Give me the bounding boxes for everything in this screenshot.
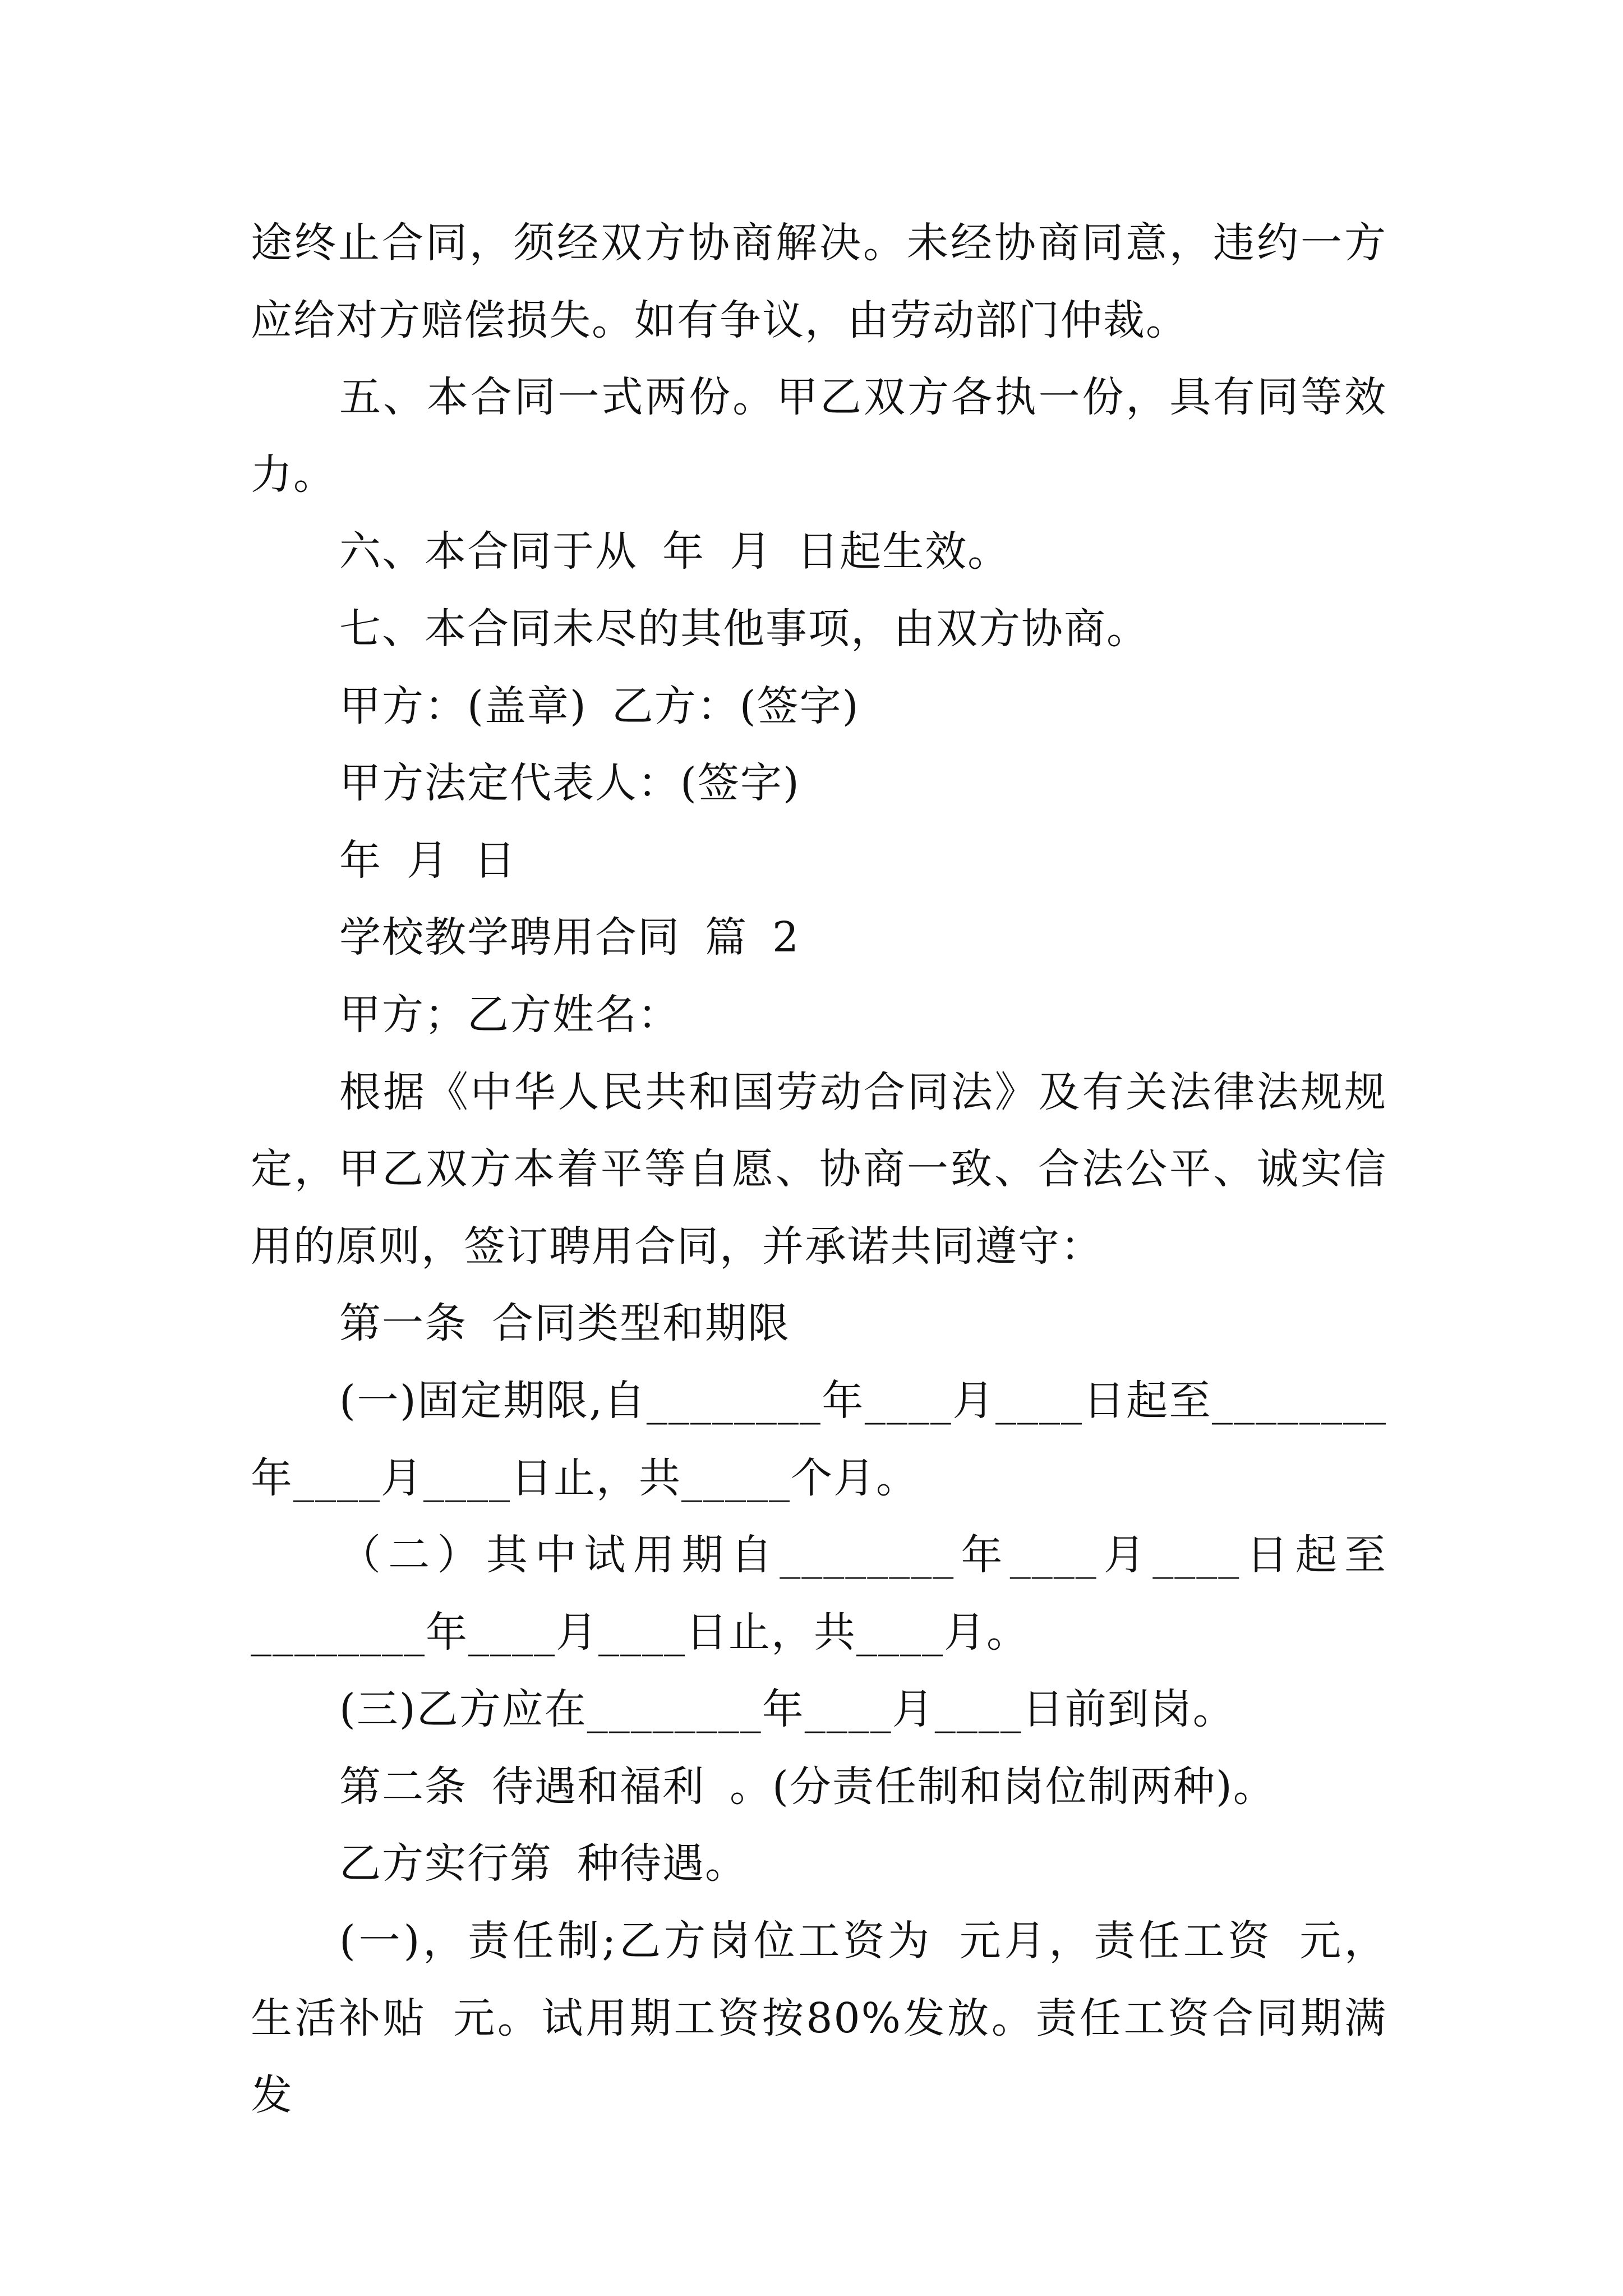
paragraph-preamble (251, 1054, 1387, 1286)
text-line: 年 月 日 (339, 836, 517, 885)
text-line: 应给对方赔偿损失。如有争议，由劳动部门仲裁。 (251, 296, 1188, 344)
text-line: （二）其中试用期自________年____月____日起至 (339, 1531, 1387, 1580)
paragraph-termination-clause (251, 205, 1387, 359)
text-line: 甲方：(盖章) 乙方：(签字) (339, 682, 860, 730)
paragraph-effective-date (251, 513, 1387, 591)
text-line: 甲方；乙方姓名： (339, 990, 680, 1039)
section-title (251, 899, 1387, 977)
legal-representative-line (251, 745, 1387, 822)
clause-report-date (251, 1671, 1387, 1749)
paragraph-other-matters (251, 591, 1387, 668)
document-body (251, 205, 1387, 2120)
text-line: 第二条 待遇和福利 。(分责任制和岗位制两种)。 (339, 1762, 1276, 1811)
text-line: (一)，责任制;乙方岗位工资为 元月，责任工资 元， (339, 1917, 1387, 1966)
paragraph-copies-clause (251, 359, 1387, 513)
clause-probation-period (251, 1517, 1387, 1671)
date-line (251, 822, 1387, 900)
text-line: 七、本合同未尽的其他事项，由双方协商。 (339, 604, 1149, 653)
text-line: 学校教学聘用合同 篇 2 (339, 913, 800, 962)
text-line: 用的原则，签订聘用合同，并承诺共同遵守： (251, 1222, 1103, 1271)
text-line: 年____月____日止，共_____个月。 (251, 1453, 919, 1502)
text-line: 生活补贴 元。试用期工资按80%发放。责任工资合同期满发 (251, 1994, 1387, 2120)
text-line: ________年____月____日止，共____月。 (251, 1608, 1029, 1657)
parties-line (251, 977, 1387, 1054)
text-line: 途终止合同，须经双方协商解决。未经协商同意，违约一方 (251, 219, 1387, 267)
clause-responsibility-system (251, 1903, 1387, 2120)
text-line: (三)乙方应在________年____月____日前到岗。 (339, 1685, 1235, 1734)
text-line: 定，甲乙双方本着平等自愿、协商一致、合法公平、诚实信 (251, 1145, 1387, 1194)
text-line: 甲方法定代表人：(签字) (339, 759, 800, 808)
treatment-type-line (251, 1825, 1387, 1903)
article-1-heading (251, 1285, 1387, 1363)
text-line: 力。 (251, 450, 336, 499)
text-line: 六、本合同于从 年 月 日起生效。 (339, 527, 1011, 576)
article-2-heading (251, 1749, 1387, 1826)
clause-fixed-term (251, 1363, 1387, 1517)
signature-line (251, 668, 1387, 746)
text-line: 根据《中华人民共和国劳动合同法》及有关法律法规规 (339, 1068, 1387, 1116)
text-line: 乙方实行第 种待遇。 (339, 1839, 748, 1888)
text-line: 第一条 合同类型和期限 (339, 1299, 791, 1348)
text-line: 五、本合同一式两份。甲乙双方各执一份，具有同等效 (339, 373, 1387, 422)
text-line: (一)固定期限,自________年____月____日起至________ (339, 1376, 1387, 1425)
